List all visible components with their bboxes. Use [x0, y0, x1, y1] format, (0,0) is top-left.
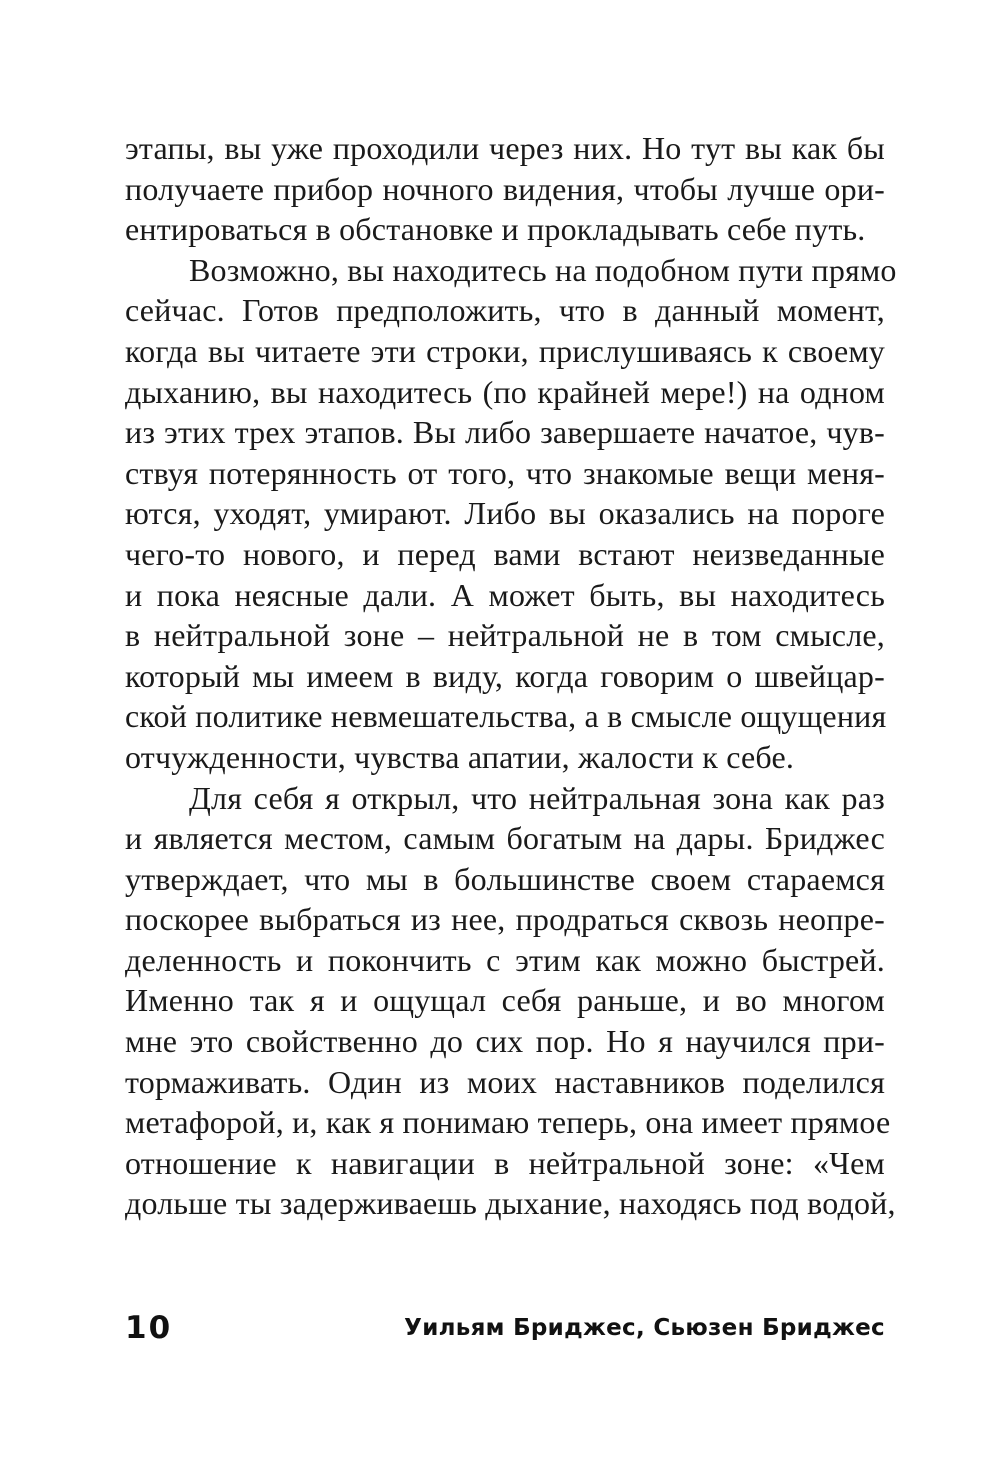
text-line: Возможно, вы находитесь на подобном пути прямо: [189, 251, 897, 288]
text-line: поскорее выбраться из нее, продраться сквозь неопре-: [125, 901, 885, 938]
running-title: Уильям Бриджес, Сьюзен Бриджес: [404, 1315, 885, 1341]
text-line: отчужденности, чувства апатии, жалости к себе.: [125, 738, 795, 775]
text-line: отношение к навигации в нейтральной зоне: «Чем: [125, 1144, 885, 1181]
text-line: ской политике невмешательства, а в смысле ощущения: [125, 698, 887, 735]
text-line: этапы, вы уже проходили через них. Но тут вы как бы: [125, 130, 885, 166]
text-line: ствуя потерянность от того, что знакомые вещи меня-: [125, 454, 885, 491]
paragraph: [125, 778, 896, 1225]
text-line: Именно так я и ощущал себя раньше, и во многом: [125, 982, 885, 1019]
text-line: в нейтральной зоне – нейтральной не в том смысле,: [125, 617, 885, 654]
text-line: ентироваться в обстановке и прокладывать себе путь.: [125, 211, 866, 248]
text-line: Для себя я открыл, что нейтральная зона как раз: [189, 779, 885, 816]
text-line: тормаживать. Один из моих наставников поделился: [125, 1063, 885, 1100]
paragraph: [125, 250, 897, 778]
page-footer: [125, 1306, 885, 1350]
text-line: дыханию, вы находитесь (по крайней мере!) на одном: [125, 373, 885, 410]
text-line: чего-то нового, и перед вами встают неизведанные: [125, 535, 885, 572]
text-line: который мы имеем в виду, когда говорим о швейцар-: [125, 657, 885, 694]
text-line: и пока неясные дали. А может быть, вы находитесь: [125, 576, 885, 613]
paragraph: [125, 128, 885, 250]
text-line: и является местом, самым богатым на дары. Бриджес: [125, 820, 885, 857]
text-line: дольше ты задерживаешь дыхание, находясь под водой,: [125, 1185, 896, 1222]
body-text: [125, 128, 897, 1224]
text-line: деленность и покончить с этим как можно быстрей.: [125, 941, 885, 978]
text-line: метафорой, и, как я понимаю теперь, она имеет прямое: [125, 1104, 891, 1141]
text-line: когда вы читаете эти строки, прислушиваясь к своему: [125, 332, 885, 369]
text-line: получаете прибор ночного видения, чтобы лучше ори-: [125, 170, 885, 207]
page-number: 10: [125, 1310, 173, 1346]
text-line: сейчас. Готов предположить, что в данный момент,: [125, 292, 885, 329]
text-line: ются, уходят, умирают. Либо вы оказались на пороге: [125, 495, 885, 532]
text-line: мне это свойственно до сих пор. Но я научился при-: [125, 1023, 885, 1060]
text-line: утверждает, что мы в большинстве своем стараемся: [125, 860, 885, 897]
text-line: из этих трех этапов. Вы либо завершаете начатое, чув-: [125, 414, 885, 451]
